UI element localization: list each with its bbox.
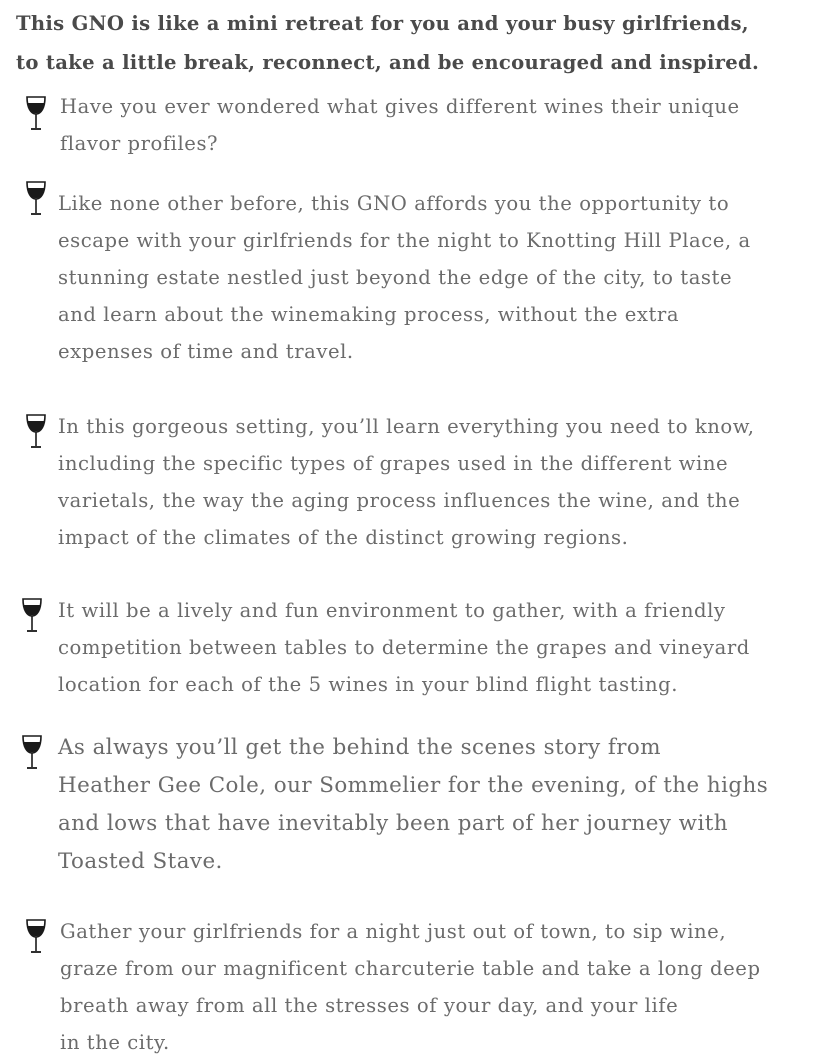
intro-heading [16, 4, 812, 82]
list-item-text: Have you ever wondered what gives different wines their unique flavor profiles? [60, 95, 740, 155]
wine-glass-icon [24, 413, 48, 451]
list-item-text: In this gorgeous setting, you’ll learn everything you need to know, including the specific types of grapes used in the different wine varietals, the way the aging process influences the wine, and the impact of the climates of the distinct growing regions. [58, 415, 755, 549]
list-item-text: It will be a lively and fun environment to gather, with a friendly competition between tables to determine the grapes and vineyard location for each of the 5 wines in your blind flight tasting. [58, 599, 750, 696]
list-item-text: Like none other before, this GNO affords you the opportunity to escape with your girlfriends for the night to Knotting Hill Place, a stunning estate nestled just beyond the edge of the city, to taste and learn about the winemaking process, without the extra expenses of time and travel. [58, 192, 751, 363]
wine-glass-icon [24, 918, 48, 956]
list-item-text: As always you’ll get the behind the scenes story from Heather Gee Cole, our Sommelier for the evening, of the highs and lows that have inevitably been part of her journey with Toasted Stave. [58, 735, 769, 874]
wine-glass-icon [24, 180, 48, 218]
intro-line: This GNO is like a mini retreat for you and your busy girlfriends, [16, 12, 749, 35]
wine-glass-icon [20, 734, 44, 772]
intro-line: to take a little break, reconnect, and be encouraged and inspired. [16, 51, 760, 74]
list-item-text: Gather your girlfriends for a night just out of town, to sip wine, graze from our magnificent charcuterie table and take a long deep breath away from all the stresses of your day, and your life in the city. [60, 920, 761, 1054]
wine-glass-icon [20, 597, 44, 635]
wine-glass-icon [24, 95, 48, 133]
